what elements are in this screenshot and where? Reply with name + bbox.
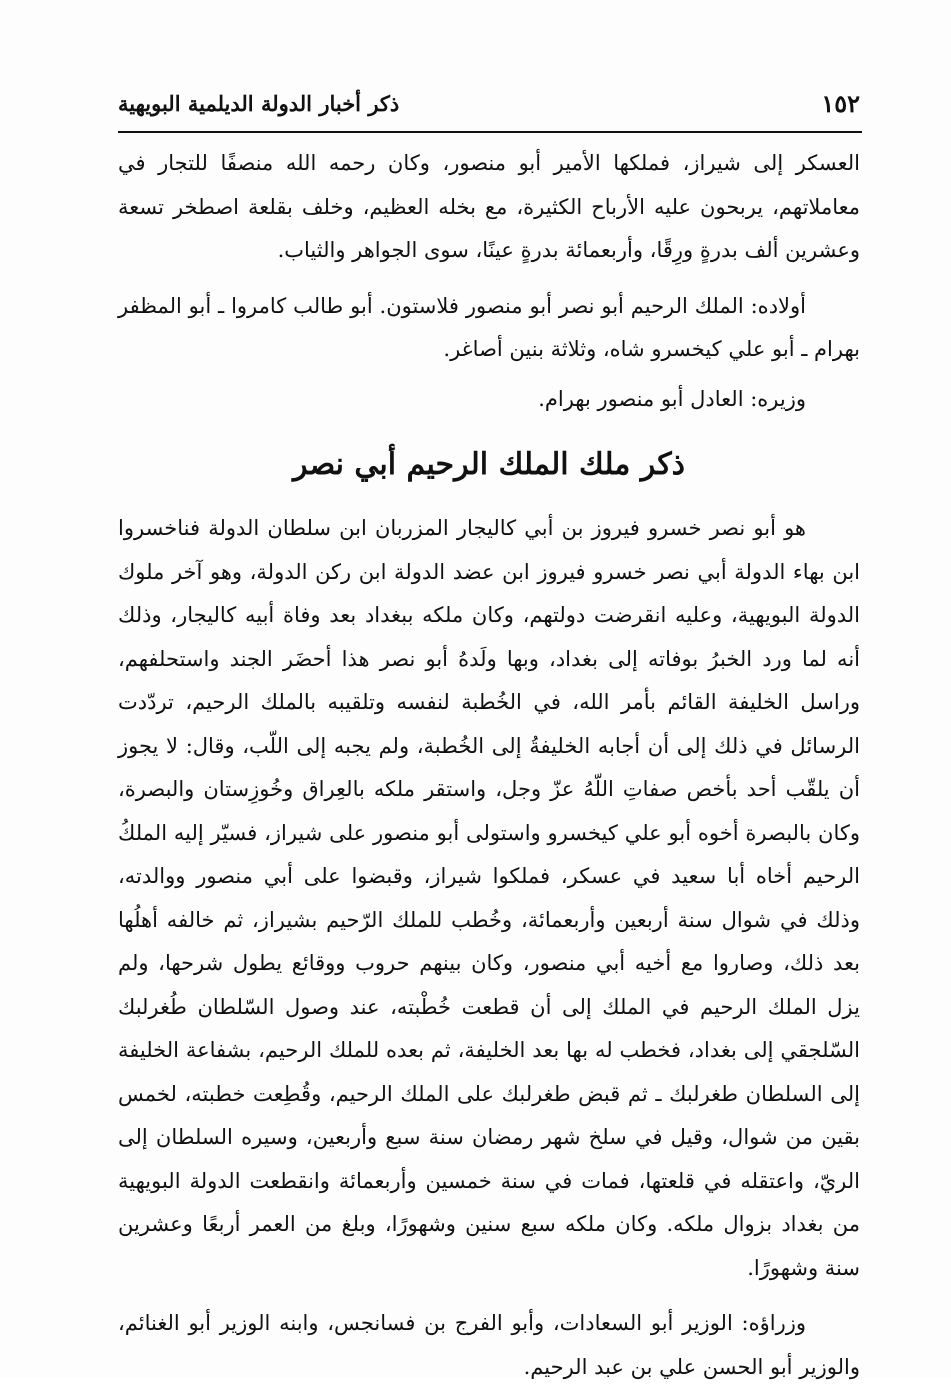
paragraph-viziers: وزراؤه: الوزير أبو السعادات، وأبو الفرج بن فسانجس، وابنه الوزير أبو الغنائم، والوزير أبو الحسن علي بن عبد الرحيم. bbox=[118, 1311, 860, 1379]
running-title: ذكر أخبار الدولة الديلمية البويهية bbox=[118, 91, 400, 116]
paragraph-biography: هو أبو نصر خسرو فيروز بن أبي كاليجار المزربان ابن سلطان الدولة فناخسروا ابن بهاء الدولة أبي نصر خسرو فيروز ابن عضد الدولة ابن ركن الدولة، وهو آخر ملوك الدولة البويهية، وعليه انقرضت دولتهم، وكان ملكه ببغداد بعد وفاة أبيه كاليجار، وذلك أنه لما ورد الخبرُ بوفاته إلى بغداد، وبها ولَدهُ أبو نصر هذا أحضَر الجند واستحلفهم، وراسل الخليفة القائم بأمر الله، في الخُطبة لنفسه وتلقيبه بالملك الرحيم، تردّدت الرسائل في ذلك إلى أن أجابه الخليفةُ إلى الخُطبة، ولم يجبه إلى اللّب، وقال: لا يجوز أن يلقّب أحد بأخص صفاتِ اللّهُ عزّ وجل، واستقر ملكه بالعِراق وخُوزِستان والبصرة، وكان بالبصرة أخوه أبو علي كيخسرو واستولى أبو منصور على شيراز، فسيّر إليه الملكُ الرحيم أخاه أبا سعيد في عسكر، فملكوا شيراز، وقبضوا على أبي منصور ووالدته، وذلك في شوال سنة أربعين وأربعمائة، وخُطب للملك الرّحيم بشيراز، ثم خالفه أهلُها بعد ذلك، وصاروا مع أخيه أبي منصور، وكان بينهم حروب ووقائع يطول شرحها، ولم يزل الملك الرحيم في الملك إلى أن قطعت خُطْبته، عند وصول السّلطان طُغرلبك السّلجقي إلى بغداد، فخطب له بها بعد الخليفة، ثم بعده للملك الرحيم، بشفاعة الخليفة إلى السلطان طغرلبك ـ ثم قبض طغرلبك على الملك الرحيم، وقُطِعت خطبته، لخمس بقين من شوال، وقيل في سلخ شهر رمضان سنة سبع وأربعين، وسيره السلطان إلى الريّ، واعتقله في قلعتها، فمات في سنة خمسين وأربعمائة وانقطعت الدولة البويهية من بغداد بزوال ملكه. وكان ملكه سبع سنين وشهورًا، وبلغ من العمر أربعًا وعشرين سنة وشهورًا. bbox=[118, 516, 860, 1280]
page-number: ١٥٢ bbox=[821, 89, 860, 118]
section-heading: ذكر ملك الملك الرحيم أبي نصر bbox=[293, 447, 685, 482]
running-head bbox=[118, 84, 860, 126]
header-rule bbox=[118, 131, 862, 133]
paragraph-continuation: العسكر إلى شيراز، فملكها الأمير أبو منصور، وكان رحمه الله منصفًا للتجار في معاملاتهم، يربحون عليه الأرباح الكثيرة، مع بخله العظيم، وخلف بقلعة اصطخر تسعة وعشرين ألف بدرةٍ ورِقًا، وأربعمائة بدرةٍ عينًا، سوى الجواهر والثياب. bbox=[118, 151, 860, 262]
paragraph-vizier: وزيره: العادل أبو منصور بهرام. bbox=[538, 386, 806, 411]
page-body bbox=[118, 142, 860, 1389]
paragraph-children: أولاده: الملك الرحيم أبو نصر أبو منصور فلاستون. أبو طالب كامروا ـ أبو المظفر بهرام ـ أبو علي كيخسرو شاه، وثلاثة بنين أصاغر. bbox=[118, 293, 860, 361]
